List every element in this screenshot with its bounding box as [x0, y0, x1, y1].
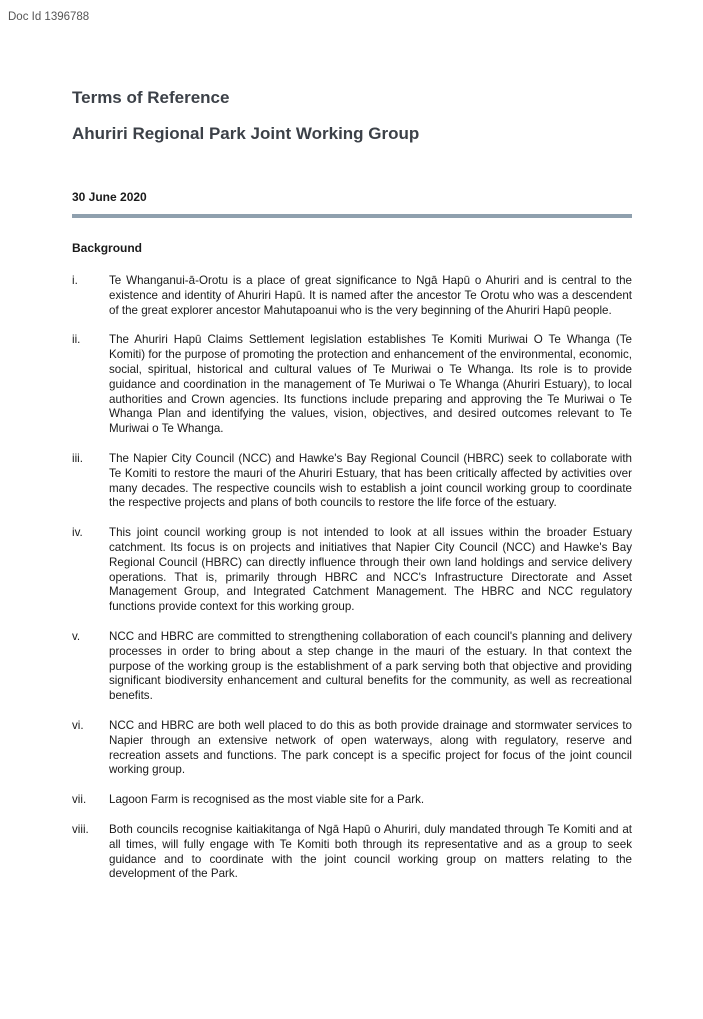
list-item-number: i.	[72, 274, 78, 287]
list-item-number: ii.	[72, 333, 81, 347]
list-item-text: This joint council working group is not intended to look at all issues within the broader Estuary catchment. Its focus is on projects and initiatives that Napier City Council (NCC) and Hawke's Bay Regional Council (HBRC) can directly influence through their own land holdings and service delivery operations. That is, primarily through HBRC and NCC's Infrastructure Directorate and Asset Management Group, and Integrated Catchment Management. The HBRC and NCC regulatory functions provide context for this working group.	[109, 526, 632, 614]
list-item-number: viii.	[72, 822, 89, 836]
list-item-number: vi.	[72, 718, 84, 732]
list-item-text: The Napier City Council (NCC) and Hawke's Bay Regional Council (HBRC) seek to collaborate with Te Komiti to restore the mauri of the Ahuriri Estuary, that has been critically affected by activities over many decades. The respective councils wish to establish a joint council working group to coordinate the respective projects and plans of both councils to restore the life force of the estuary.	[109, 451, 632, 510]
list-item	[72, 823, 632, 882]
list-item-number: iv.	[72, 526, 83, 540]
list-item-text: Both councils recognise kaitiakitanga of Ngā Hapū o Ahuriri, duly mandated through Te Komiti and at all times, will fully engage with Te Komiti both through its representative and as a group to seek guidance and to coordinate with the joint council working group on matters relating to the development of the Park.	[109, 822, 632, 881]
page-title: Terms of Reference	[72, 88, 230, 107]
list-item	[72, 630, 632, 704]
divider	[72, 214, 632, 218]
background-list	[72, 274, 632, 882]
list-item	[72, 274, 632, 318]
list-item-text: NCC and HBRC are committed to strengthening collaboration of each council's planning and delivery processes in order to bring about a step change in the mauri of the estuary. In that context the purpose of the working group is the establishment of a park serving both that objective and providing significant biodiversity enhancement and cultural benefits for the community, as well as recreational benefits.	[109, 629, 632, 703]
list-item-text: Te Whanganui-ā-Orotu is a place of great significance to Ngā Hapū o Ahuriri and is central to the existence and identity of Ahuriri Hapū. It is named after the ancestor Te Orotu who was a descendent of the great explorer ancestor Mahutapoanui who is the very beginning of the Ahuriri Hapū people.	[109, 274, 632, 317]
list-item-text: The Ahuriri Hapū Claims Settlement legislation establishes Te Komiti Muriwai O Te Whanga (Te Komiti) for the purpose of promoting the protection and enhancement of the environmental, economic, social, spiritual, historical and cultural values of Te Muriwai o Te Whanga. Its role is to provide guidance and coordination in the management of Te Muriwai o Te Whanga (Ahuriri Estuary), to local authorities and Crown agencies. Its functions include preparing and approving the Te Muriwai o Te Whanga Plan and identifying the values, vision, objectives, and desired outcomes relevant to Te Muriwai o Te Whanga.	[109, 333, 632, 436]
doc-id: Doc Id 1396788	[8, 11, 90, 23]
document-date: 30 June 2020	[72, 190, 147, 204]
section-heading: Background	[72, 241, 143, 255]
list-item-text: Lagoon Farm is recognised as the most viable site for a Park.	[109, 793, 425, 807]
list-item-text: NCC and HBRC are both well placed to do this as both provide drainage and stormwater services to Napier through an extensive network of open waterways, along with regulatory, reserve and recreation assets and functions. The park concept is a specific project for focus of the joint council working group.	[109, 718, 632, 777]
list-item	[72, 526, 632, 615]
page-subtitle: Ahuriri Regional Park Joint Working Group	[72, 124, 420, 143]
list-item-number: vii.	[72, 793, 87, 807]
list-item-number: iii.	[72, 451, 83, 465]
list-item	[72, 333, 632, 437]
list-item-number: v.	[72, 629, 81, 643]
list-item	[72, 452, 632, 511]
list-item	[72, 719, 632, 778]
list-item	[72, 793, 632, 808]
